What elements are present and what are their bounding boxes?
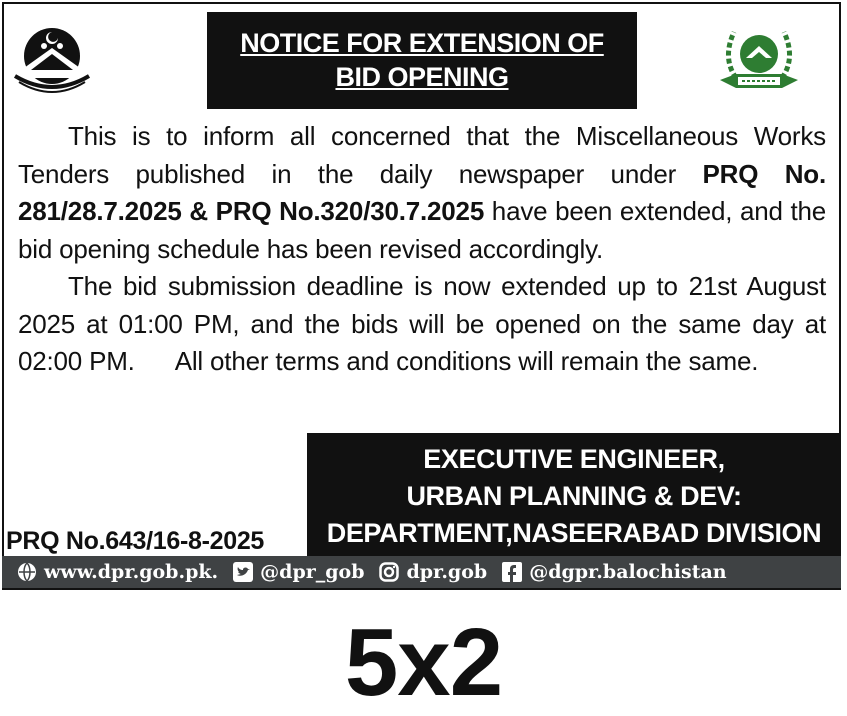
twitter-handle: @dpr_gob: [260, 561, 365, 583]
instagram-icon: [378, 561, 400, 583]
twitter-icon: [232, 561, 254, 583]
ad-size-label: 5x2: [344, 609, 503, 716]
signature-block: [307, 433, 841, 556]
twitter-link[interactable]: [232, 561, 364, 583]
facebook-link[interactable]: [501, 561, 726, 583]
website-text: www.dpr.gob.pk.: [44, 561, 219, 583]
notice-title-line2: BID OPENING: [335, 62, 509, 92]
notice-paragraph-1: This is to inform all concerned that the Miscellaneous Works Tenders published in the daily newspaper under PRQ No. 281/28.7.2025 & PRQ No.320/30.7.2025 have been extended, and the bid opening schedule has been revised accordingly.: [18, 121, 827, 264]
signature-line1: EXECUTIVE ENGINEER,: [423, 444, 725, 474]
facebook-icon: [501, 561, 523, 583]
instagram-link[interactable]: [378, 561, 487, 583]
notice-title-line1: NOTICE FOR EXTENSION OF: [240, 28, 604, 58]
website-link[interactable]: [16, 561, 218, 583]
notice-body: [18, 118, 826, 381]
government-seal-logo: [11, 18, 93, 100]
prq-number: PRQ No.643/16-8-2025: [6, 527, 265, 555]
globe-icon: [16, 561, 38, 583]
notice-title-banner: [207, 12, 637, 109]
facebook-handle: @dgpr.balochistan: [529, 561, 727, 583]
notice-paragraph-2: The bid submission deadline is now extended up to 21st August 2025 at 01:00 PM, and the bids will be opened on the same day at 02:00 PM. All other terms and conditions will remain the same.: [18, 271, 826, 376]
signature-line3: DEPARTMENT,NASEERABAD DIVISION: [326, 518, 822, 548]
social-footer: [2, 556, 841, 588]
prq-references: PRQ No. 281/28.7.2025 & PRQ No.320/30.7.2025: [18, 158, 826, 226]
instagram-handle: dpr.gob: [406, 561, 488, 583]
department-emblem-logo: [716, 18, 802, 100]
signature-line2: URBAN PLANNING & DEV:: [406, 481, 742, 511]
